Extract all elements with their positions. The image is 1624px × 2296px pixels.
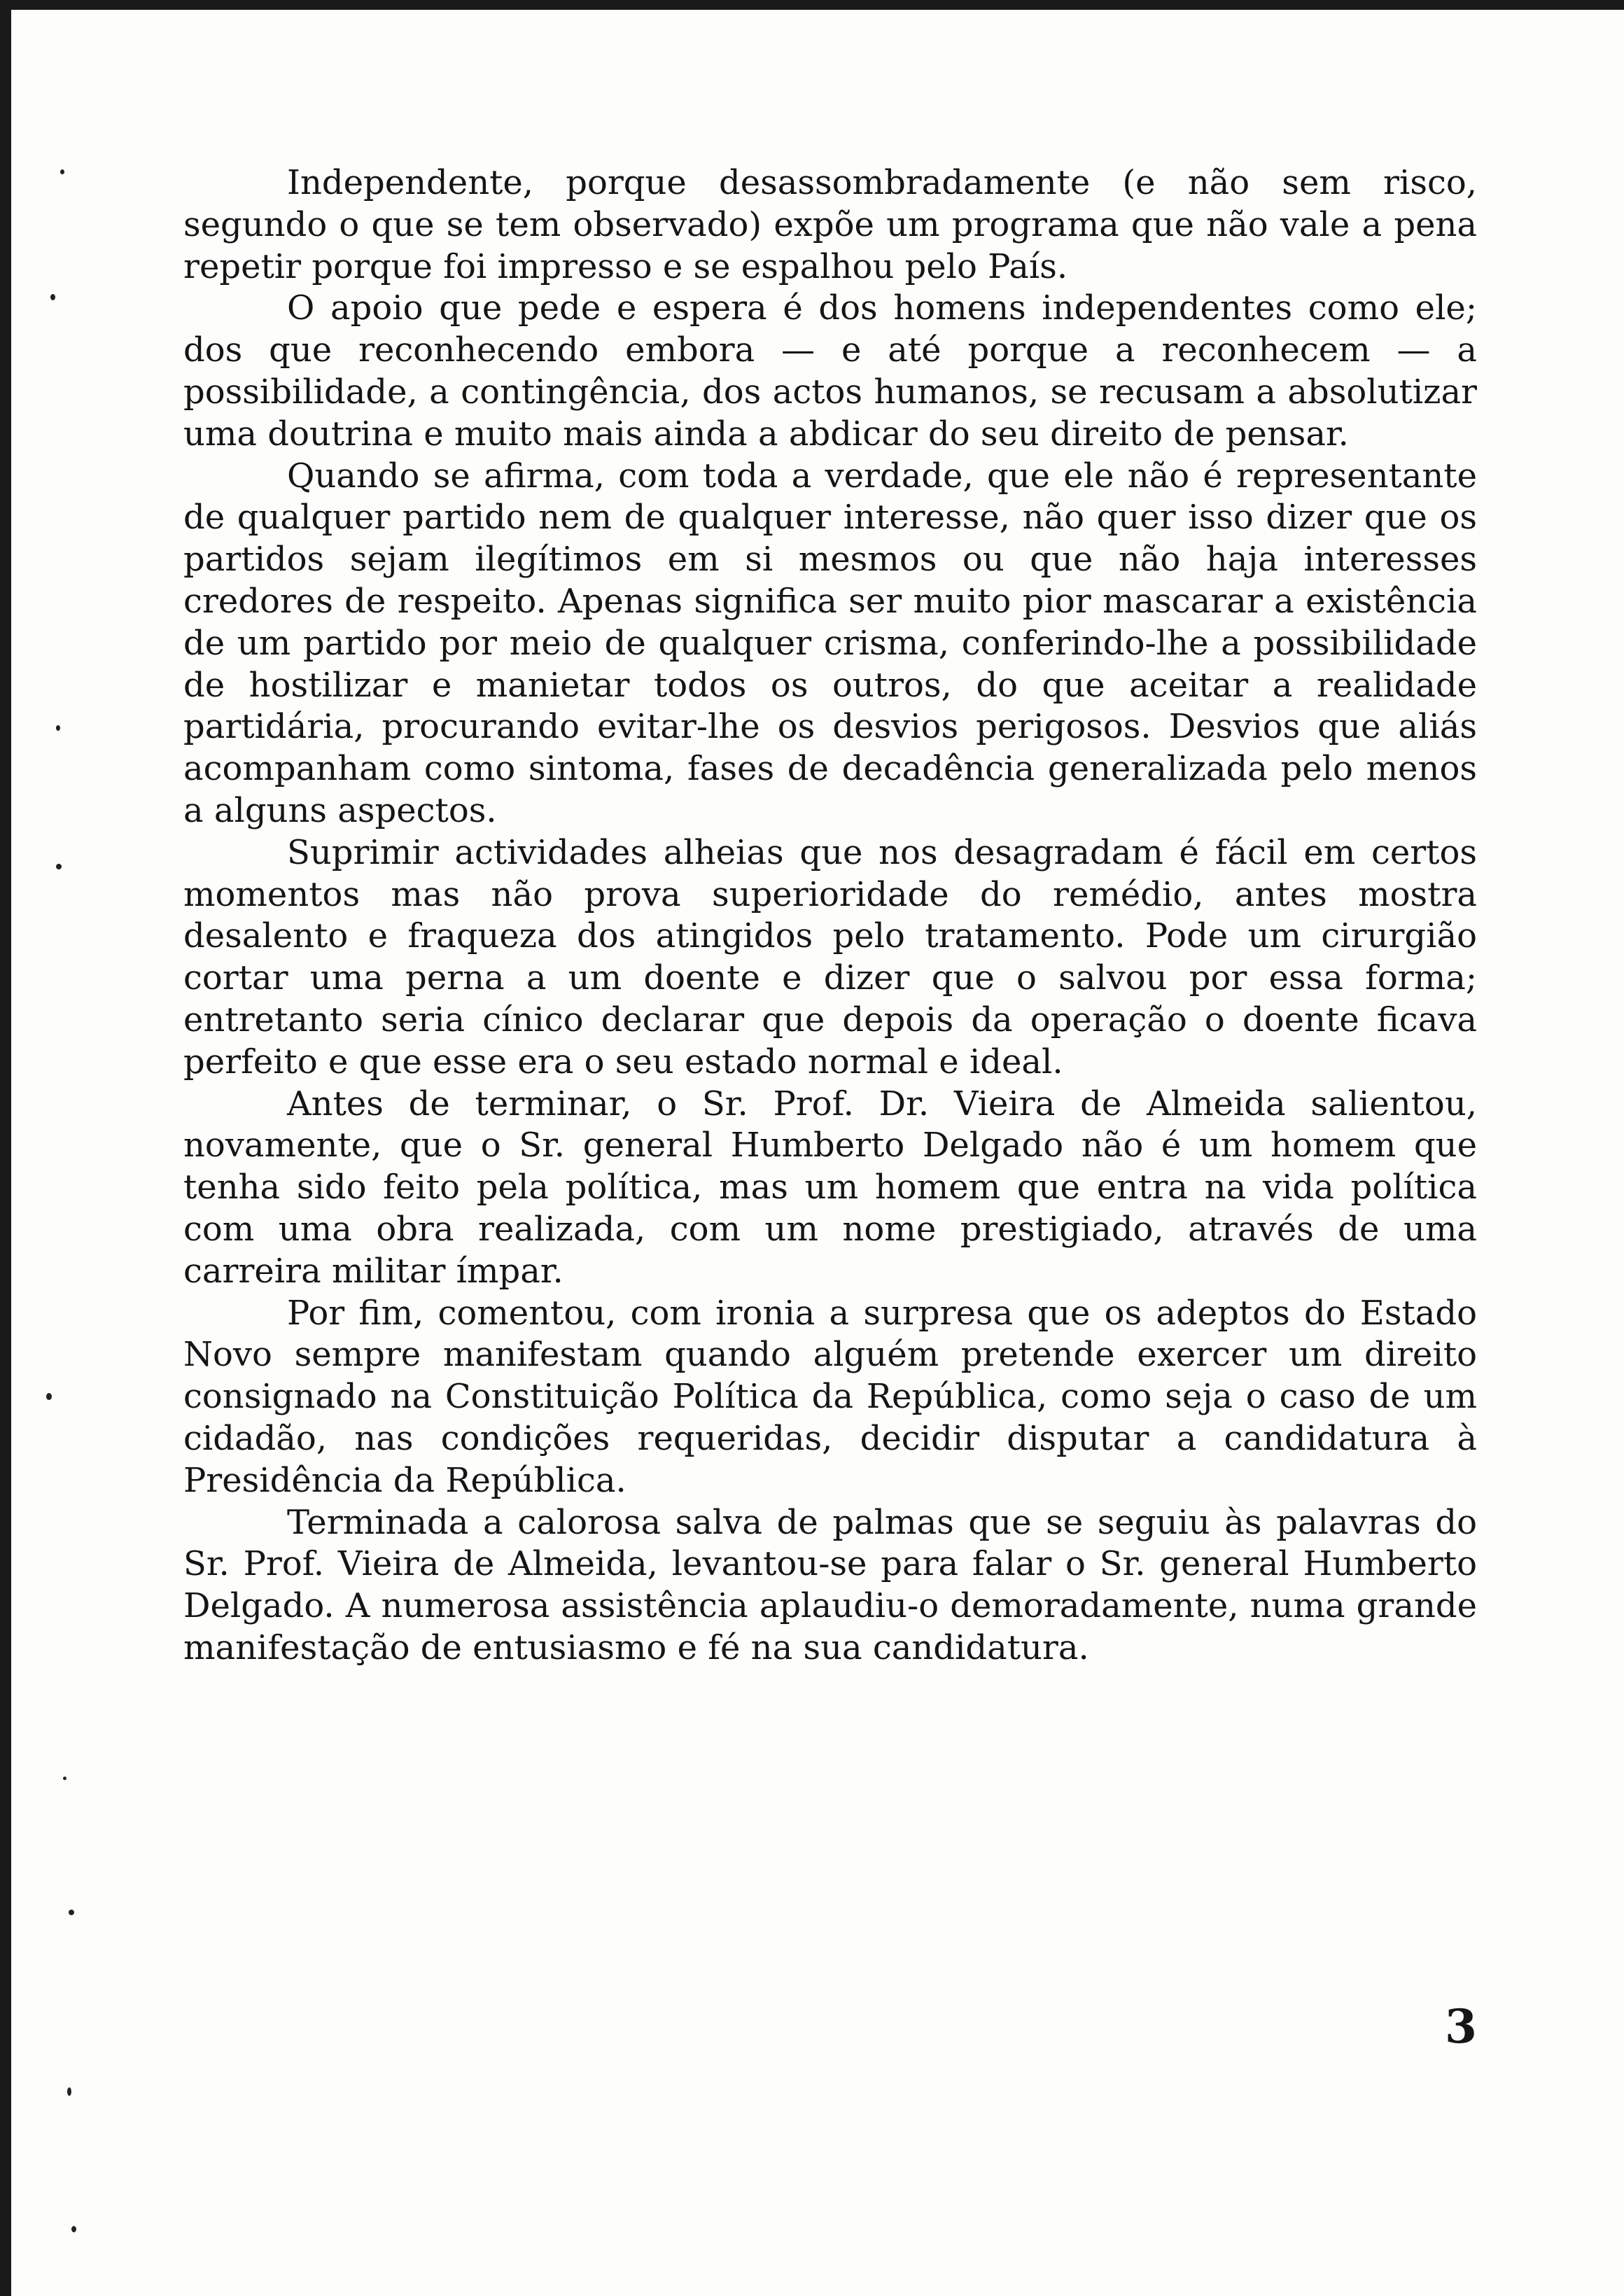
scan-speck <box>71 2226 76 2232</box>
paragraph-6: Por fim, comentou, com ironia a surpresa que os adeptos do Estado Novo sempre manifestam quando alguém pretende exercer um direito consignado na Constituição Política da República, como seja o caso de um cidadão, nas condições requeridas, decidir disputar a candidatura à Presidência da República. <box>183 1293 1477 1500</box>
scan-speck <box>50 294 55 300</box>
scan-speck <box>69 1910 74 1915</box>
scan-speck <box>60 169 64 174</box>
body-text <box>183 162 1477 1670</box>
paragraph-5: Antes de terminar, o Sr. Prof. Dr. Vieira de Almeida salientou, novamente, que o Sr. general Humberto Delgado não é um homem que tenha sido feito pela política, mas um homem que entra na vida política com uma obra realizada, com um nome prestigiado, através de uma carreira militar ímpar. <box>183 1084 1477 1291</box>
scan-speck <box>56 864 62 869</box>
scan-speck <box>63 1777 66 1780</box>
scan-speck <box>67 2087 71 2096</box>
paragraph-4: Suprimir actividades alheias que nos desagradam é fácil em certos momentos mas não prova superioridade do remédio, antes mostra desalento e fraqueza dos atingidos pelo tratamento. Pode um cirurgião cortar uma perna a um doente e dizer que o salvou por essa forma; entretanto seria cínico declarar que depois da operação o doente ficava perfeito e que esse era o seu estado normal e ideal. <box>183 832 1477 1082</box>
paragraph-3: Quando se afirma, com toda a verdade, que ele não é representante de qualquer partido nem de qualquer interesse, não quer isso dizer que os partidos sejam ilegítimos em si mesmos ou que não haja interesses credores de respeito. Apenas significa ser muito pior mascarar a existência de um partido por meio de qualquer crisma, conferindo-lhe a possibilidade de hostilizar e manietar todos os outros, do que aceitar a realidade partidária, procurando evitar-lhe os desvios perigosos. Desvios que aliás acompanham como sintoma, fases de decadência generalizada pelo menos a alguns aspectos. <box>183 456 1477 830</box>
paragraph-2: O apoio que pede e espera é dos homens independentes como ele; dos que reconhecendo embora — e até porque a reconhecem — a possibilidade, a contingência, dos actos humanos, se recusam a absolutizar uma doutrina e muito mais ainda a abdicar do seu direito de pensar. <box>183 288 1477 454</box>
paragraph-1: Independente, porque desassombradamente (e não sem risco, segundo o que se tem observado) expõe um programa que não vale a pena repetir porque foi impresso e se espalhou pelo País. <box>183 163 1477 286</box>
scan-speck <box>56 725 60 731</box>
scan-edge-left <box>0 0 11 2296</box>
scan-edge-top <box>0 0 1624 10</box>
paragraph-7: Terminada a calorosa salva de palmas que se seguiu às palavras do Sr. Prof. Vieira de Almeida, levantou-se para falar o Sr. general Humberto Delgado. A numerosa assistência aplaudiu-o demoradamente, numa grande manifestação de entusiasmo e fé na sua candidatura. <box>183 1502 1477 1667</box>
scan-speck <box>46 1393 52 1400</box>
page-number: 3 <box>1445 1999 1477 2054</box>
